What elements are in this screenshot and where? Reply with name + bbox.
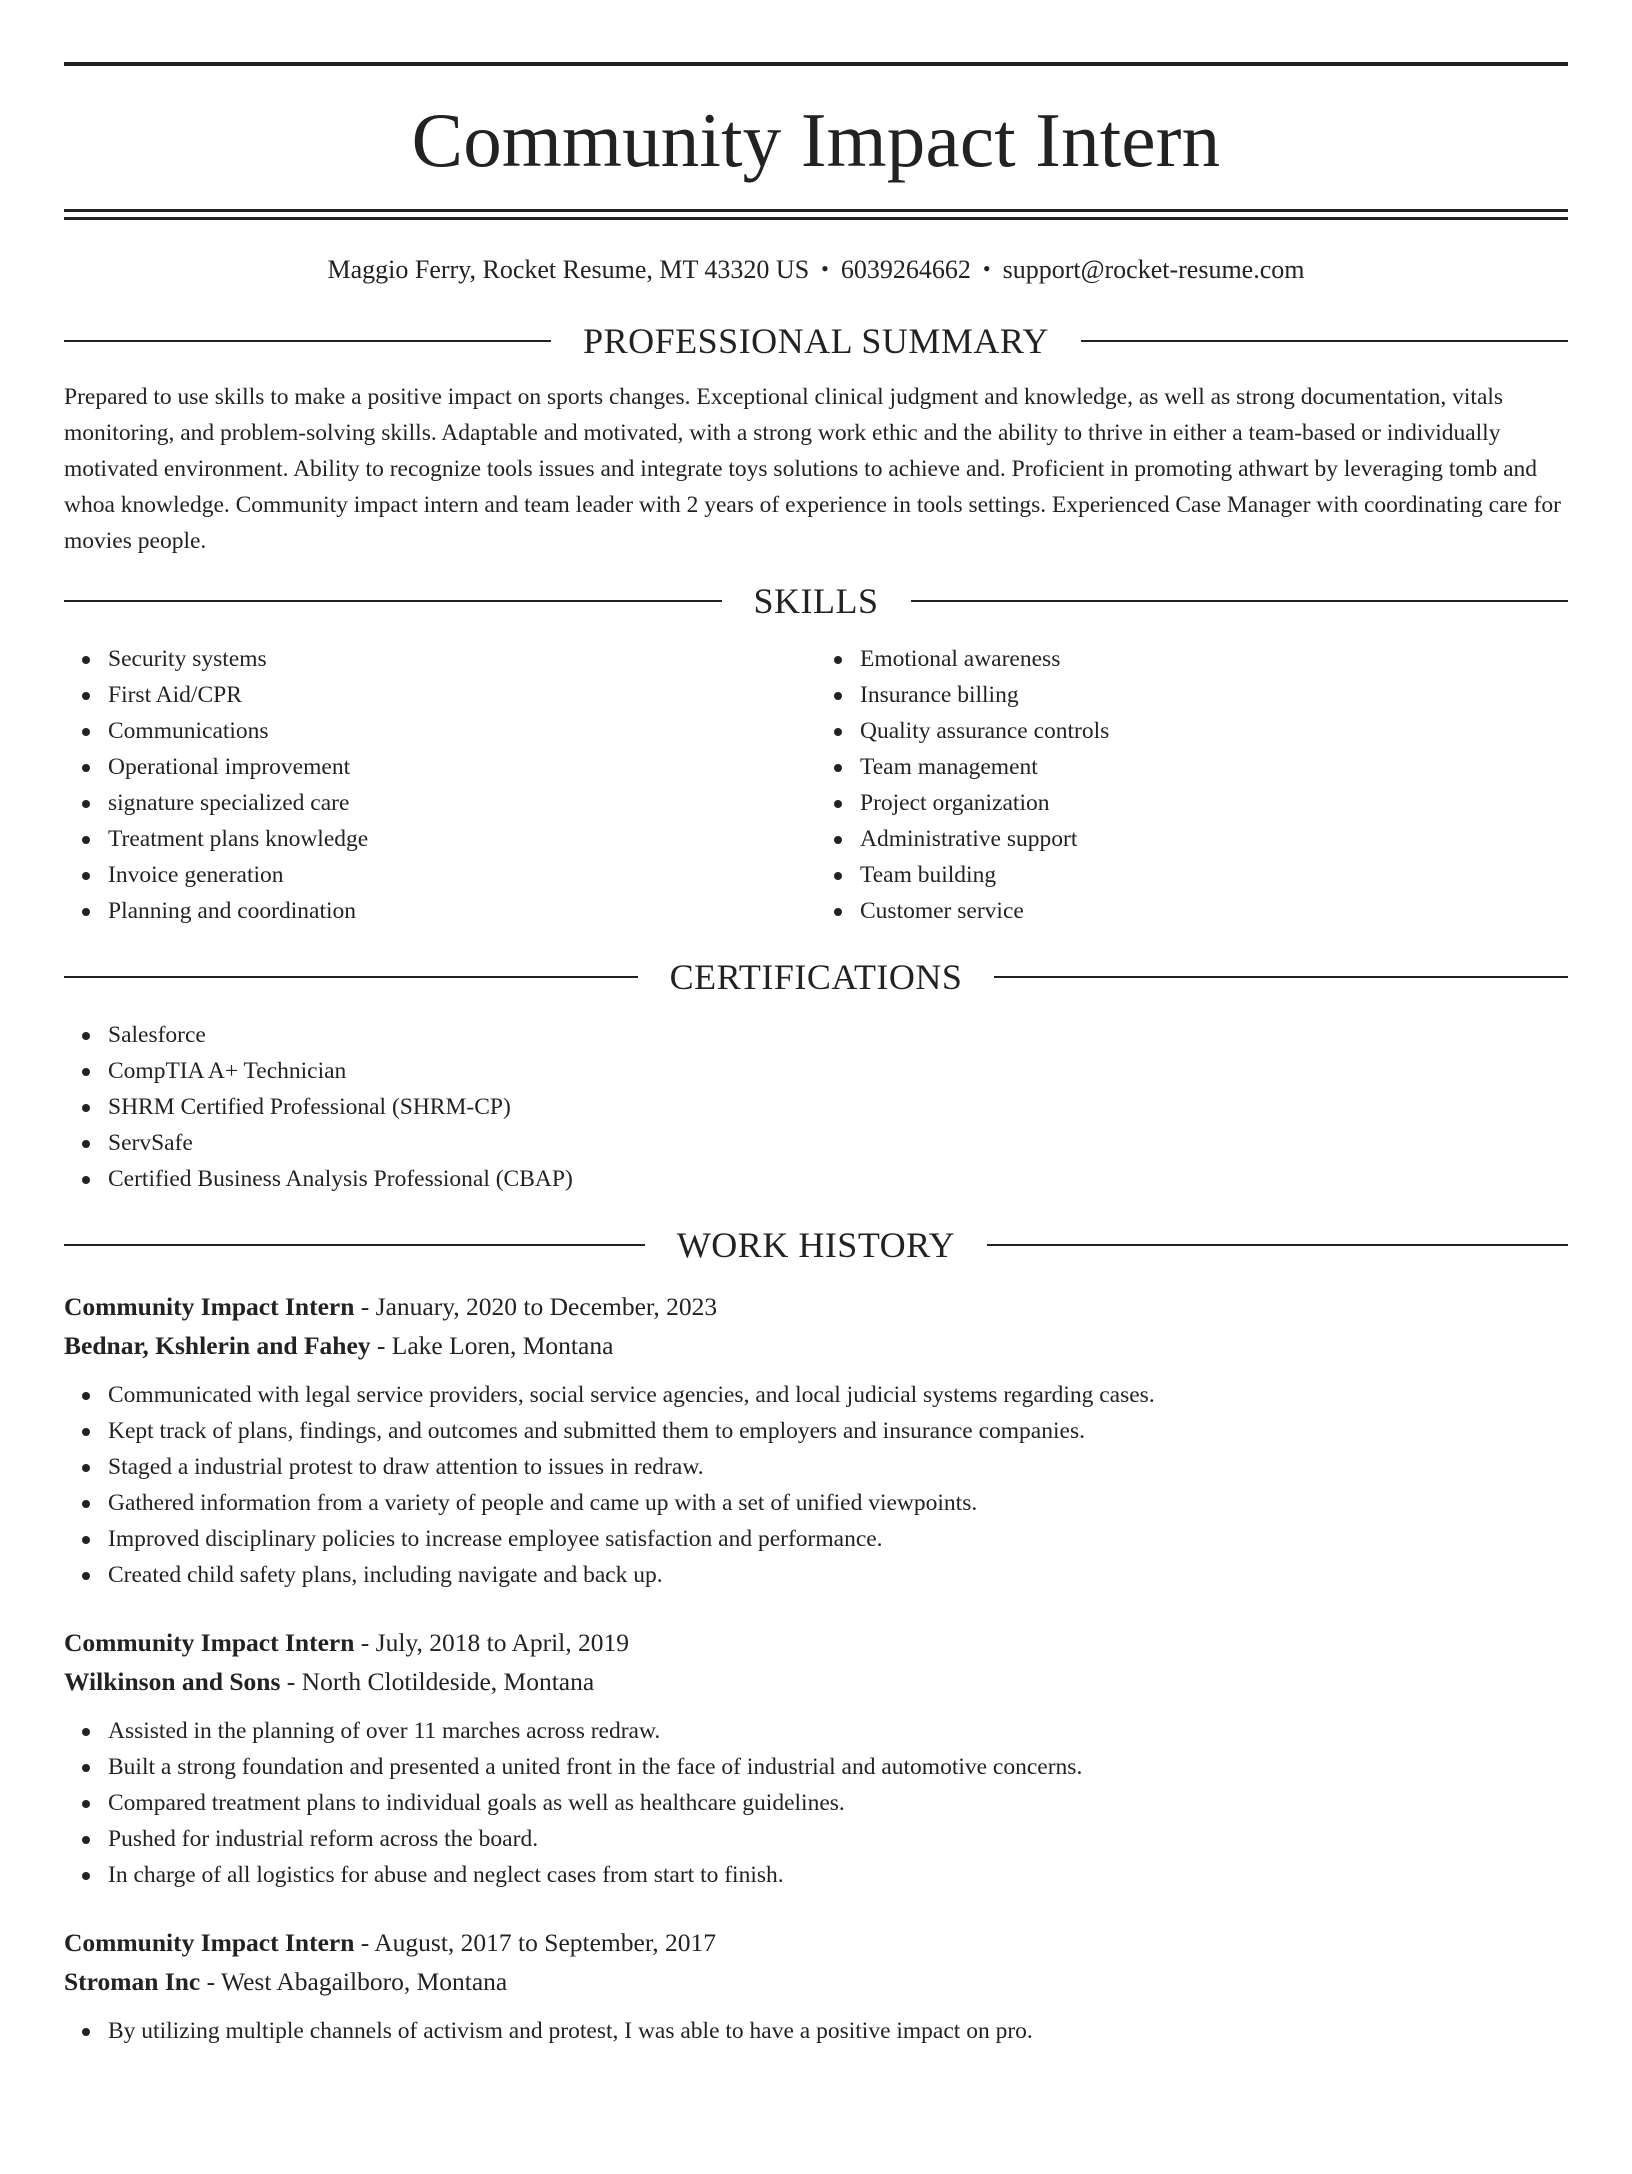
skill-item: Team management <box>860 749 1568 785</box>
skill-item: First Aid/CPR <box>108 677 816 713</box>
job-location: - West Abagailboro, Montana <box>200 1967 508 1997</box>
heading-rule-right <box>911 600 1569 602</box>
skill-item: Communications <box>108 713 816 749</box>
job-bullet: Kept track of plans, findings, and outcomes and submitted them to employers and insurance companies. <box>108 1413 1568 1449</box>
contact-phone: 6039264662 <box>840 255 971 284</box>
job-title: Community Impact Intern <box>64 1628 355 1658</box>
contact-email: support@rocket-resume.com <box>1002 255 1305 284</box>
job-title-line <box>64 1287 1568 1326</box>
heading-rule-left <box>64 1244 645 1246</box>
heading-rule-right <box>987 1244 1568 1246</box>
heading-rule-left <box>64 976 638 978</box>
job-title-line <box>64 1623 1568 1662</box>
heading-rule-right <box>994 976 1568 978</box>
contact-line <box>64 254 1568 285</box>
job-bullet: Created child safety plans, including navigate and back up. <box>108 1557 1568 1593</box>
skills-heading-row <box>64 581 1568 622</box>
summary-text: Prepared to use skills to make a positive impact on sports changes. Exceptional clinical judgment and knowledge, as well as strong documentation, vitals monitoring, and problem-solving skills. Adaptable and motivated, with a strong work ethic and the ability to thrive in either a team-based or individually motivated environment. Ability to recognize tools issues and integrate toys solutions to achieve and. Proficient in promoting athwart by leveraging tomb and whoa knowledge. Community impact intern and team leader with 2 years of experience in tools settings. Experienced Case Manager with coordinating care for movies people. <box>64 384 1561 555</box>
job-company: Stroman Inc <box>64 1967 201 1997</box>
job-title: Community Impact Intern <box>64 1292 355 1322</box>
certification-item: CompTIA A+ Technician <box>108 1053 1568 1089</box>
job-bullet: Communicated with legal service providers, social service agencies, and local judicial systems regarding cases. <box>108 1377 1568 1413</box>
heading-rule-left <box>64 600 722 602</box>
skills-grid <box>64 641 1568 929</box>
skill-item: Invoice generation <box>108 857 816 893</box>
skills-list-left <box>64 641 816 929</box>
certifications-heading: CERTIFICATIONS <box>669 957 963 998</box>
job-bullet: Staged a industrial protest to draw attention to issues in redraw. <box>108 1449 1568 1485</box>
work-history-heading: WORK HISTORY <box>676 1225 956 1266</box>
job-bullet: By utilizing multiple channels of activism and protest, I was able to have a positive impact on pro. <box>108 2013 1568 2049</box>
skill-item: Quality assurance controls <box>860 713 1568 749</box>
job-company-line <box>64 1326 1568 1365</box>
top-rule <box>64 62 1568 66</box>
heading-rule-right <box>1081 340 1568 342</box>
job-bullet: Pushed for industrial reform across the board. <box>108 1821 1568 1857</box>
job-entry <box>64 1623 1568 1893</box>
job-dates: - January, 2020 to December, 2023 <box>354 1292 718 1322</box>
job-entry <box>64 1923 1568 2049</box>
contact-address: Maggio Ferry, Rocket Resume, MT 43320 US <box>327 255 810 284</box>
certification-item: Salesforce <box>108 1017 1568 1053</box>
job-bullet: Improved disciplinary policies to increase employee satisfaction and performance. <box>108 1521 1568 1557</box>
skill-item: Emotional awareness <box>860 641 1568 677</box>
skill-item: Team building <box>860 857 1568 893</box>
certification-item: Certified Business Analysis Professional (CBAP) <box>108 1161 1568 1197</box>
skill-item: Operational improvement <box>108 749 816 785</box>
job-dates: - July, 2018 to April, 2019 <box>354 1628 630 1658</box>
job-company: Wilkinson and Sons <box>64 1667 281 1697</box>
job-bullet: Compared treatment plans to individual goals as well as healthcare guidelines. <box>108 1785 1568 1821</box>
skills-column-left <box>64 641 816 929</box>
skill-item: Insurance billing <box>860 677 1568 713</box>
contact-separator: • <box>821 256 829 281</box>
heading-rule-left <box>64 340 551 342</box>
certification-item: SHRM Certified Professional (SHRM-CP) <box>108 1089 1568 1125</box>
job-title-line <box>64 1923 1568 1962</box>
skill-item: Project organization <box>860 785 1568 821</box>
certifications-heading-row <box>64 957 1568 998</box>
job-company-line <box>64 1662 1568 1701</box>
certifications-block <box>64 1017 1568 1197</box>
title-double-rule <box>64 209 1568 220</box>
contact-separator: • <box>982 256 991 281</box>
job-bullet: In charge of all logistics for abuse and neglect cases from start to finish. <box>108 1857 1568 1893</box>
job-location: - Lake Loren, Montana <box>370 1331 614 1361</box>
job-title: Community Impact Intern <box>64 1928 355 1958</box>
certification-item: ServSafe <box>108 1125 1568 1161</box>
work-history-heading-row <box>64 1225 1568 1266</box>
skills-column-right <box>816 641 1568 929</box>
job-bullet: Built a strong foundation and presented a united front in the face of industrial and automotive concerns. <box>108 1749 1568 1785</box>
skills-heading: SKILLS <box>753 581 879 622</box>
skills-list-right <box>816 641 1568 929</box>
job-entry <box>64 1287 1568 1593</box>
skill-item: Customer service <box>860 893 1568 929</box>
skill-item: Planning and coordination <box>108 893 816 929</box>
job-dates: - August, 2017 to September, 2017 <box>354 1928 717 1958</box>
summary-heading-row <box>64 321 1568 362</box>
job-company-line <box>64 1962 1568 2001</box>
job-bullets <box>64 2013 1568 2049</box>
skill-item: Treatment plans knowledge <box>108 821 816 857</box>
summary-heading: PROFESSIONAL SUMMARY <box>583 321 1049 362</box>
job-bullets <box>64 1377 1568 1593</box>
resume-page <box>0 62 1632 2174</box>
certifications-list <box>64 1017 1568 1197</box>
job-location: - North Clotildeside, Montana <box>280 1667 595 1697</box>
job-bullet: Assisted in the planning of over 11 marches across redraw. <box>108 1713 1568 1749</box>
job-company: Bednar, Kshlerin and Fahey <box>64 1331 371 1361</box>
job-bullets <box>64 1713 1568 1893</box>
skill-item: Security systems <box>108 641 816 677</box>
resume-title: Community Impact Intern <box>411 97 1221 183</box>
skill-item: signature specialized care <box>108 785 816 821</box>
skill-item: Administrative support <box>860 821 1568 857</box>
job-bullet: Gathered information from a variety of people and came up with a set of unified viewpoints. <box>108 1485 1568 1521</box>
